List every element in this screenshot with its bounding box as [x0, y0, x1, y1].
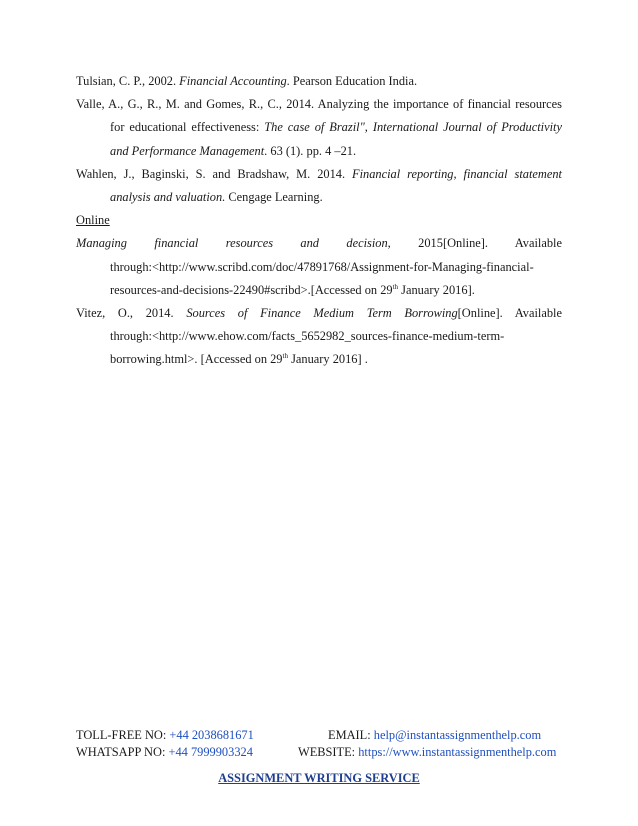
ref-text: borrowing.html>. [Accessed on 29: [110, 352, 283, 367]
ref-title: Financial Accounting: [179, 74, 287, 88]
email-label: EMAIL:: [328, 728, 374, 742]
ref-url: through:<http://www.ehow.com/facts_5652982_sources-finance-medium-term-: [110, 329, 505, 344]
ref-text: Tulsian, C. P., 2002.: [76, 74, 180, 88]
tollfree-info: [76, 727, 254, 744]
tollfree-number[interactable]: +44 2038681671: [169, 728, 254, 742]
reference-tulsian: [76, 70, 562, 93]
website-label: WEBSITE:: [298, 745, 359, 759]
ref-text: 2015[Online]. Available: [390, 236, 562, 251]
ref-title: and Performance Management: [110, 143, 265, 158]
website-link[interactable]: https://www.instantassignmenthelp.com: [358, 745, 557, 759]
ref-url: through:<http://www.scribd.com/doc/47891768/Assignment-for-Managing-financial-: [110, 259, 534, 274]
ref-text: [Online]. Available: [457, 306, 563, 321]
ref-title: The case of Brazil", International Journal of Productivity: [264, 120, 562, 135]
ref-text: Valle, A., G., R., M. and Gomes, R., C., 2014. Analyzing the importance of financial resources: [76, 97, 562, 112]
whatsapp-info: [76, 744, 253, 761]
reference-list: [76, 70, 562, 372]
ref-text: January 2016] .: [287, 352, 368, 367]
email-info: [328, 727, 541, 744]
ordinal-suffix: th: [392, 282, 399, 291]
footer-row-contact: [76, 727, 566, 744]
ref-text: resources-and-decisions-22490#scribd>.[Accessed on 29: [110, 282, 393, 297]
service-banner-link[interactable]: ASSIGNMENT WRITING SERVICE: [218, 771, 420, 785]
online-heading: Online: [76, 213, 110, 228]
ref-text: Vitez, O., 2014.: [76, 306, 187, 321]
ref-title: Managing financial resources and decision,: [76, 236, 391, 251]
ref-title: analysis and valuation.: [110, 190, 226, 205]
email-link[interactable]: help@instantassignmenthelp.com: [373, 728, 542, 742]
ref-text: Wahlen, J., Baginski, S. and Bradshaw, M. 2014.: [76, 166, 353, 181]
page-footer: [76, 727, 566, 761]
ref-title: Financial reporting, financial statement: [352, 166, 562, 181]
whatsapp-label: WHATSAPP NO:: [76, 745, 169, 759]
reference-vitez: [76, 302, 562, 372]
whatsapp-number[interactable]: +44 7999903324: [168, 745, 253, 759]
tollfree-label: TOLL-FREE NO:: [76, 728, 170, 742]
website-info: [298, 744, 556, 761]
ref-text: . 63 (1). pp. 4 –21.: [264, 143, 357, 158]
reference-managing: [76, 232, 562, 302]
ref-text: Cengage Learning.: [225, 190, 323, 205]
ref-title: Sources of Finance Medium Term Borrowing: [186, 306, 458, 321]
ref-text: January 2016].: [398, 282, 475, 297]
reference-valle: [76, 93, 562, 163]
reference-wahlen: [76, 163, 562, 209]
ref-text: for educational effectiveness:: [110, 120, 265, 135]
ordinal-suffix: th: [282, 352, 288, 361]
footer-row-web: [76, 744, 566, 761]
ref-text: . Pearson Education India.: [286, 74, 418, 88]
